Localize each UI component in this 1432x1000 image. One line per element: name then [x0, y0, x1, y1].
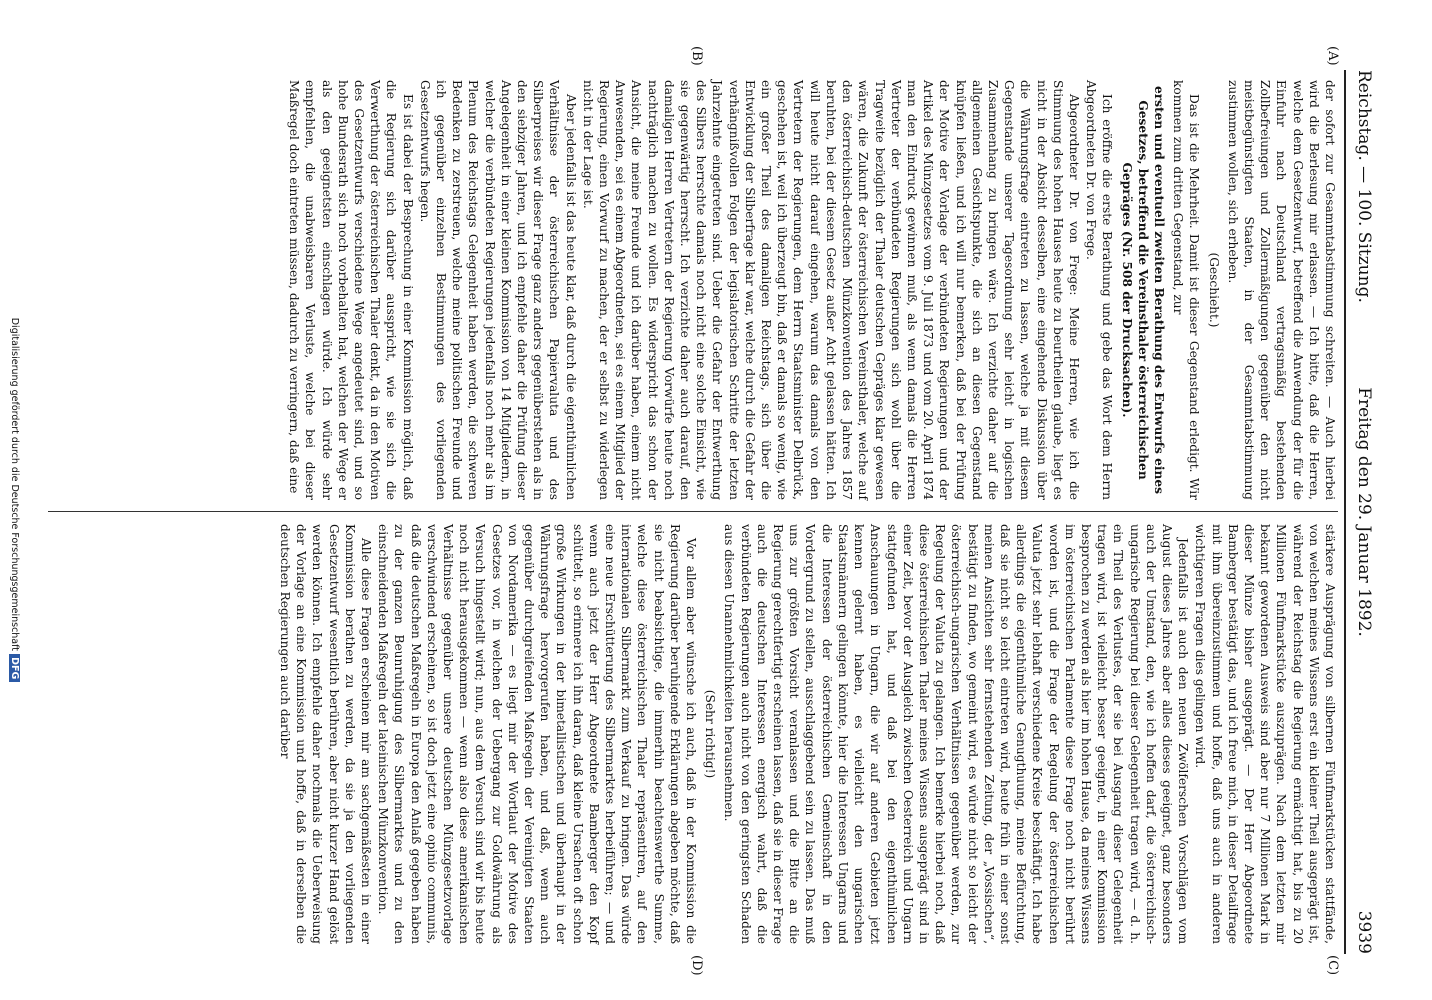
- margin-marker-d: (D): [689, 955, 704, 976]
- paragraph: Vor allem aber wünsche ich auch, daß in der Kommission die Regierung darüber beruhigende Erklärungen abgeben möchte, daß sie nicht beabsichtige, die immerhin beachtenswerthe Summe, welche diese österreichischen Thaler repräsentiren, auf den internationalen Silbermarkt zum Verkauf zu bringen. Das würde eine neue Erschütterung des Silbermarktes herbeiführen; — und wenn auch jetzt der Herr Abgeordnete Bamberger den Kopf schüttelt, so erinnere ich ihn daran, daß kleine Ursachen oft schon große Wirkungen in der bimetallistischen und überhaupt in der Währungsfrage hervorgerufen haben, und daß, wenn auch gegenüber durchgreifenden Maßregeln der Vereinigten Staaten von Nordamerika — es liegt mir der Wortlaut der Motive des Gesetzes vor, in welchen der Uebergang zur Goldwährung als Versuch hingestellt wird; nun, aus dem Versuch sind wir bis heute noch nicht herausgekommen — wenn also diese amerikanischen Verhältnisse gegenüber unsere deutschen Münzgesetzvorlage verschwindend erscheinen, so ist doch jetzt eine opinio communis, daß die deutschen Maßregeln in Europa den Anlaß gegeben haben zu der ganzen Beunruhigung des Silbermarktes und zu den einschneidenden Maßregeln der lateinischen Münzkonvention.: [376, 524, 699, 944]
- margin-marker-b: (B): [689, 46, 704, 66]
- paragraph: Alle diese Fragen erscheinen mir am sachgemäßesten in einer Kommission berathen zu werden, da sie ja den vorliegenden Gesetzentwurf wesentlich berühren, aber nicht kurzer Hand gelöst werden können. Ich empfehle daher nochmals die Ueberweisung der Vorlage an eine Kommission und hoffe, daß in derselben die deutschen Regierungen auch darüber: [278, 524, 374, 944]
- paragraph: Es ist dabei der Besprechung in einer Kommission möglich, daß die Regierung sich darüber ausspricht, wie sie sich die Verwerthung der österreichischen Thaler denkt, da in den Motiven des Gesetzentwurfs verschiedene Wege angedeutet sind, und so hohe Bundesrath sich noch vorbehalten hat, welchen der Wege er als den geeignetsten einschlagen würde. Ich würde sehr empfehlen, die unabweisbaren Verluste, welche bei dieser Maßregel doch eintreten müssen, dadurch zu verringern, daß eine: [287, 80, 415, 500]
- header-rule: [1344, 70, 1346, 954]
- credit-text: Digitalisierung gefördert durch die Deutsche Forschungsgemeinschaft: [9, 317, 20, 652]
- paragraph: stärkere Ausprägung von silbernen Fünfmarkstücken stattfände, von welchen meines Wissens erst ein kleiner Theil ausgeprägt ist, während der Reichstag die Regierung ermächtigt hat, bis zu 20 Millionen Fünfmarkstücke auszuprägen. Nach dem letzten mir bekannt gewordenen Ausweis sind aber nur 7 Millionen Mark in dieser Münze bisher ausgeprägt. — Der Herr Abgeordnete Bamberger bestätigt das, und ich freue mich, in dieser Detailfrage mit ihm übereinzustimmen und hoffe, daß uns auch in anderen wichtigeren Fragen dies gelingen wird.: [1193, 524, 1337, 944]
- paragraph: Ich eröffne die erste Berathung und gebe das Wort dem Herrn Abgeordneten Dr. von Frege.: [1084, 80, 1115, 500]
- paragraph: Das ist die Mehrheit. Damit ist dieser Gegenstand erledigt. Wir kommen zum dritten Gegenstand, zur: [1171, 80, 1202, 500]
- agenda-item: ersten und eventuell zweiten Berathung des Entwurfs eines Gesetzes, betreffend die Vereinsthaler österreichischen Gepräges (Nr. 508 der Drucksachen).: [1119, 86, 1166, 494]
- interjection: (Sehr richtig!): [703, 689, 718, 779]
- paragraph: Aber jedenfalls ist das heute klar, daß durch die eigenthümlichen Verhältnisse der österreichischen Papiervaluta und des Silberpreises wir dieser Frage ganz anders gegenüberstehen als in den siebziger Jahren, und ich empfehle daher die Prüfung dieser Angelegenheit in einer kleinen Kommission von 14 Mitgliedern, in welcher die verbündeten Regierungen jedenfalls noch mehr als im Plenum des Reichstags Gelegenheit haben werden, die schweren Bedenken zu zerstreuen, welche meine politischen Freunde und ich gegenüber einzelnen Bestimmungen des vorliegenden Gesetzentwurfs hegen.: [417, 80, 578, 500]
- margin-marker-a: (A): [1325, 46, 1340, 66]
- paragraph: der sofort zur Gesammtabstimmung schreiten. — Auch hierbei wird die Berlesung mir erlassen. — Ich bitte, daß die Herren, welche dem Gesetzentwurf, betreffend die Anwendung der für die Einfuhr nach Deutschland vertragsmäßig bestehenden Zollbefreiungen und Zollermäßigungen gegenüber den nicht meistbegünstigten Staaten, in der Gesammtabstimmung zustimmen wollen, sich erheben.: [1225, 80, 1337, 500]
- header-left: Reichstag. — 100. Sitzung.: [1354, 70, 1374, 303]
- speech-paragraph: Abgeordneter Dr. von Frege: Meine Herren, wie ich die Stimmung des hohen Hauses heute zu beurtheilen glaube, liegt es nicht in der Absicht desselben, eine eingehende Diskussion über die Währungsfrage eintreten zu lassen, welche ja mit diesem Gegenstande unserer Tagesordnung sehr leicht in logischen Zusammenhang zu bringen wäre. Ich verzichte daher auf die allgemeinen Gesichtspunkte, die sich an diesen Gegenstand knüpfen ließen, und ich will nur bemerken, daß bei der Prüfung der Motive der Vorlage der verbündeten Regierungen und der Artikel des Münzgesetzes vom 9. Juli 1873 und vom 20. April 1874 man den Eindruck gewinnen muß, als wenn damals die Herren Vertreter der verbündeten Regierungen sich wohl über die Tragweite bezüglich der Thaler deutschen Gepräges klar gewesen wären, die Zukunft der österreichischen Vereinsthaler, welche auf den österreichisch-deutschen Münzkonvention des Jahres 1857 beruhten, bei der diesem Gesetz außer Acht gelassen hätten. Ich will heute nicht darauf eingehen, warum das damals von den Vertretern der Regierungen, dem Herrn Staatsminister Delbrück, geschehen ist, weil ich überzeugt bin, daß er damals so wenig, wie ein großer Theil des damaligen Reichstags, sich über die Entwicklung der Silberfrage klar war, welche durch die Gefahr der verhängnißvollen Folgen der legislatorischen Schritte der letzten Jahrzehnte eingetreten sind. Ueber die Gefahr der Entwerthung des Silbers herrschte damals noch nicht eine solche Einsicht, wie sie gegenwärtig herrscht. Ich verzichte daher auch darauf, den damaligen Herren Vertretern der Regierung Vorwürfe heute noch nachträglich machen zu wollen. Es widerspricht das schon der Ansicht, die meine Freunde und ich darüber haben, einem nicht Anwesenden, sei es einem Abgeordneten, sei es einem Mitglied der Regierung, einen Vorwurf zu machen, der er selbst zu widerlegen nicht in der Lage ist.: [580, 80, 1081, 500]
- margin-marker-c: (C): [1325, 955, 1340, 976]
- paragraph: Jedenfalls ist auch den neuen Zwölferschen Vorschlägen vom August dieses Jahres aber alles dieses geeignet, ganz besonders auch der Umstand, den, wie ich hoffen darf, die österreichisch-ungarische Regierung bei dieser Gelegenheit tragen wird, — d. h. ein Theil des Verlustes, der sie bei Ausgang dieser Gelegenheit tragen wird, ist vielleicht besser geeignet, in einer Kommission besprochen zu werden als hier im hohen Hause, da meines Wissens im österreichischen Parlamente diese Frage noch nicht berührt worden ist, und die Frage der Regelung der österreichischen Valuta jetzt sehr lebhaft verschiedene Kreise beschäftigt. Ich habe allerdings die eigenthümliche Genugthuung, meine Befürchtung, daß sie nicht so leicht eintreten wird, heute früh in einer sonst meinen Ansichten sehr fernstehenden Zeitung, der „Vossischen“, bestätigt zu finden, wo gemeint wird, es würde nicht so leicht der österreichisch-ungarischen Verhältnissen gegenüber werden, zur Regelung der Valuta zu gelangen. Ich bemerke hierbei noch, daß diese österreichischen Thaler meines Wissens ausgeprägt sind in einer Zeit, bevor der Ausgleich zwischen Oesterreich und Ungarn stattgefunden hat, und daß bei den eigenthümlichen Anschauungen in Ungarn, die wir auf anderen Gebieten jetzt kennen gelernt haben, es vielleicht den ungarischen Staatsmännern gelingen könnte, hier die Interessen Ungarns und die Interessen der österreichischen Gemeinschaft in den Vordergrund zu stellen, ausschlaggebend sein zu lassen. Das muß uns zur größten Vorsicht veranlassen und die Bitte an die Regierung gerechtfertigt erscheinen lassen, daß sie in dieser Frage auch die deutschen Interessen energisch wahrt, daß die verbündeten Regierungen auch nicht von den geringsten Schaden aus diesen Unannehmlichkeiten herausnehmen.: [722, 524, 1191, 944]
- column-divider: [48, 511, 1338, 512]
- header-date: Freitag den 29. Januar 1892.: [1354, 387, 1374, 637]
- left-column: [285, 80, 1338, 500]
- right-column: [276, 524, 1338, 944]
- dfg-logo: DFG: [9, 654, 20, 682]
- page-header: [1350, 70, 1374, 954]
- interjection: (Geschieht.): [1206, 252, 1221, 328]
- digitization-credit: [9, 120, 20, 880]
- page-number: 3939: [1354, 910, 1374, 954]
